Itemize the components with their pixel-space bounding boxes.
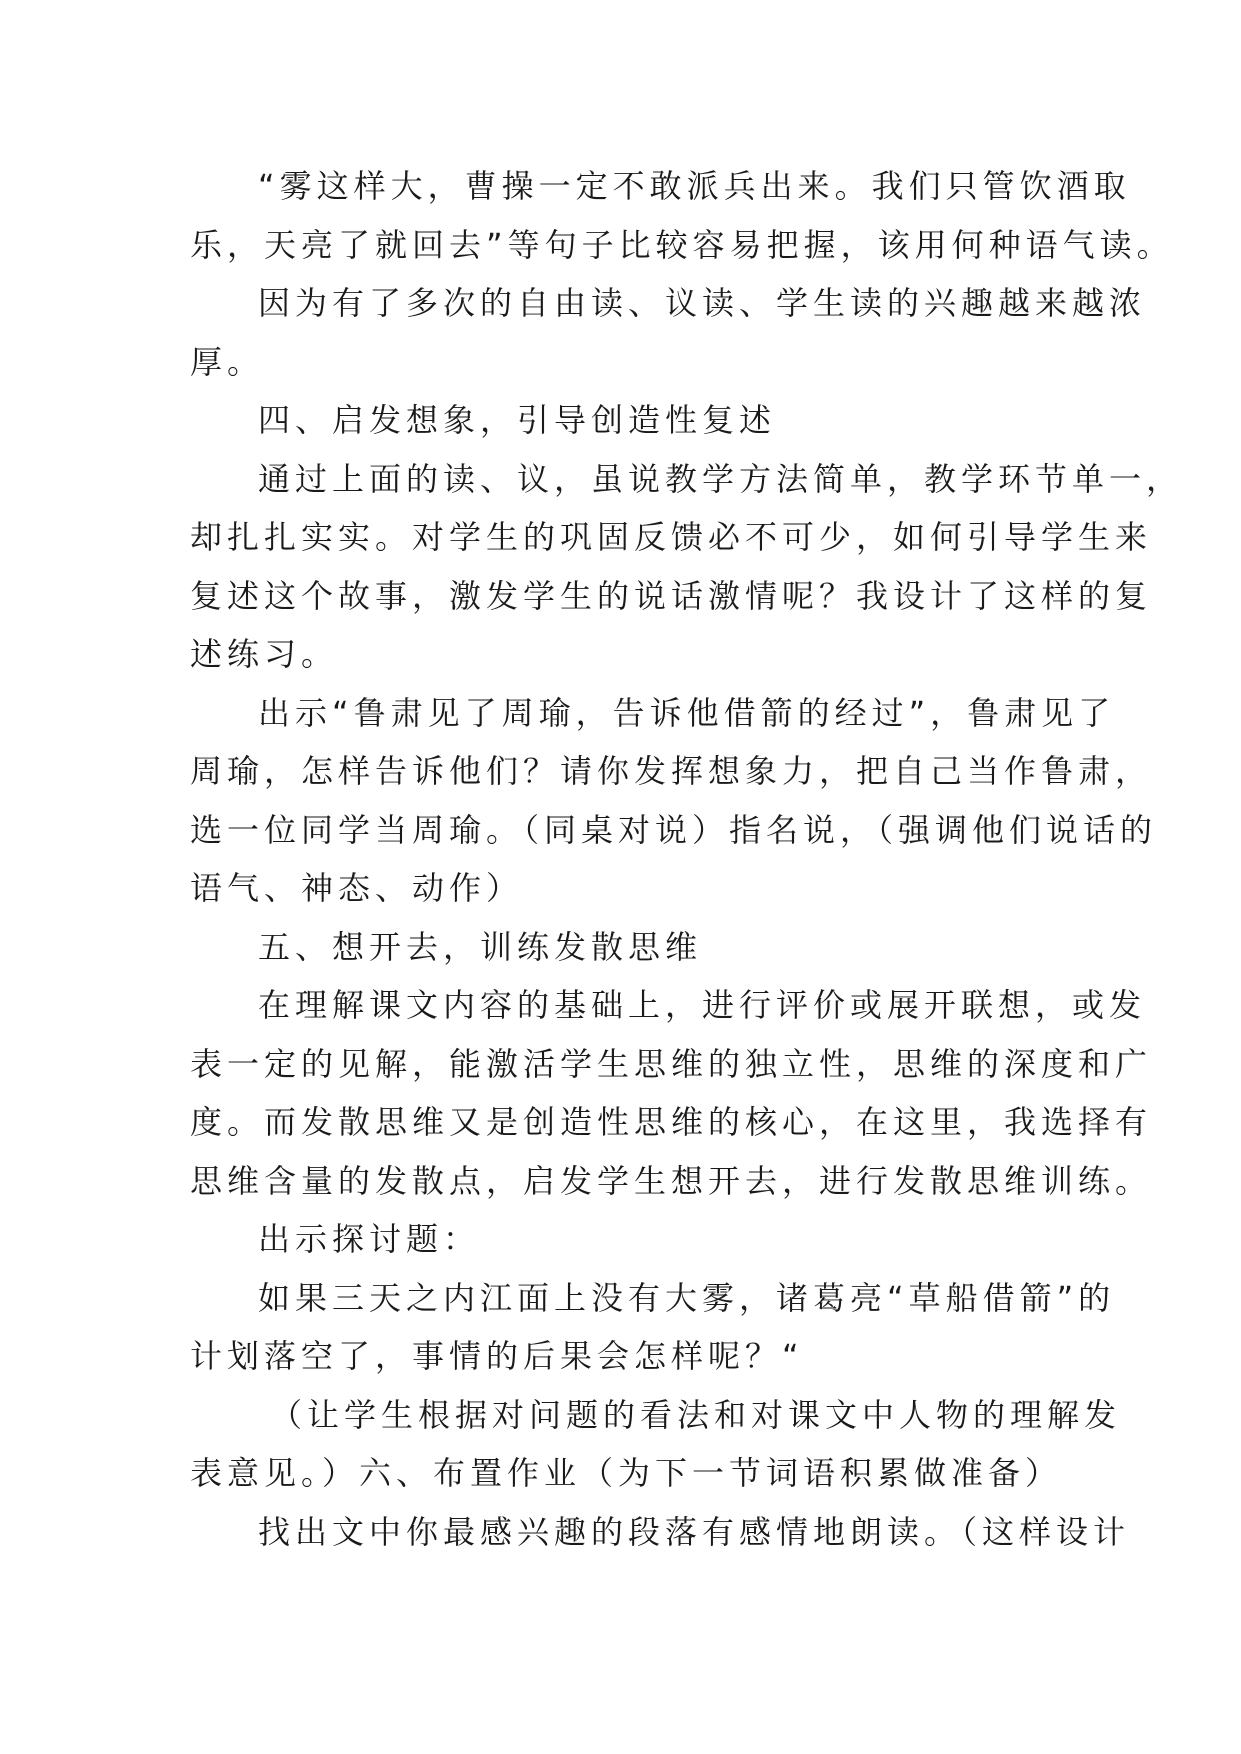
paragraph-line: 语气、神态、动作） xyxy=(190,869,524,907)
paragraph-line: 出示“鲁肃见了周瑜，告诉他借箭的经过”，鲁肃见了 xyxy=(258,693,1116,732)
section-heading: 四、启发想象，引导创造性复述 xyxy=(258,401,777,439)
paragraph-line: （让学生根据对问题的看法和对课文中人物的理解发 xyxy=(270,1395,1122,1434)
paragraph-line: 在理解课文内容的基础上，进行评价或展开联想，或发 xyxy=(258,986,1147,1024)
paragraph-line: 选一位同学当周瑜。（同桌对说）指名说，（强调他们说话的 xyxy=(190,810,1158,849)
paragraph-line: 复述这个故事，激发学生的说话激情呢？我设计了这样的复 xyxy=(190,576,1153,615)
paragraph-line: 周瑜，怎样告诉他们？请你发挥想象力，把自己当作鲁肃， xyxy=(190,752,1153,790)
paragraph-line: 厚。 xyxy=(190,342,265,381)
paragraph-line: 度。而发散思维又是创造性思维的核心，在这里，我选择有 xyxy=(190,1103,1153,1141)
paragraph-line: 表一定的见解，能激活学生思维的独立性，思维的深度和广 xyxy=(190,1044,1153,1083)
paragraph-line: 计划落空了，事情的后果会怎样呢？“ xyxy=(190,1337,804,1375)
paragraph-line: 因为有了多次的自由读、议读、学生读的兴趣越来越浓 xyxy=(258,284,1147,322)
paragraph-line: 述练习。 xyxy=(190,635,339,673)
paragraph-line: 思维含量的发散点，启发学生想开去，进行发散思维训练。 xyxy=(190,1161,1153,1200)
paragraph-line: 如果三天之内江面上没有大雾，诸葛亮“草船借箭”的 xyxy=(258,1278,1116,1317)
paragraph-line: 乐，天亮了就回去”等句子比较容易把握，该用何种语气读。 xyxy=(190,225,1174,264)
paragraph-line: “雾这样大，曹操一定不敢派兵出来。我们只管饮酒取 xyxy=(258,167,1131,205)
paragraph-line: 通过上面的读、议，虽说教学方法简单，教学环节单一， xyxy=(258,459,1184,498)
section-heading: 五、想开去，训练发散思维 xyxy=(258,927,703,966)
document-body xyxy=(190,157,1184,1561)
paragraph-line: 出示探讨题： xyxy=(258,1220,481,1258)
paragraph-line: 表意见。）六、布置作业（为下一节词语积累做准备） xyxy=(190,1454,1063,1492)
paragraph-line: 找出文中你最感兴趣的段落有感情地朗读。（这样设计 xyxy=(258,1512,1131,1551)
paragraph-line: 却扎扎实实。对学生的巩固反馈必不可少，如何引导学生来 xyxy=(190,518,1153,556)
